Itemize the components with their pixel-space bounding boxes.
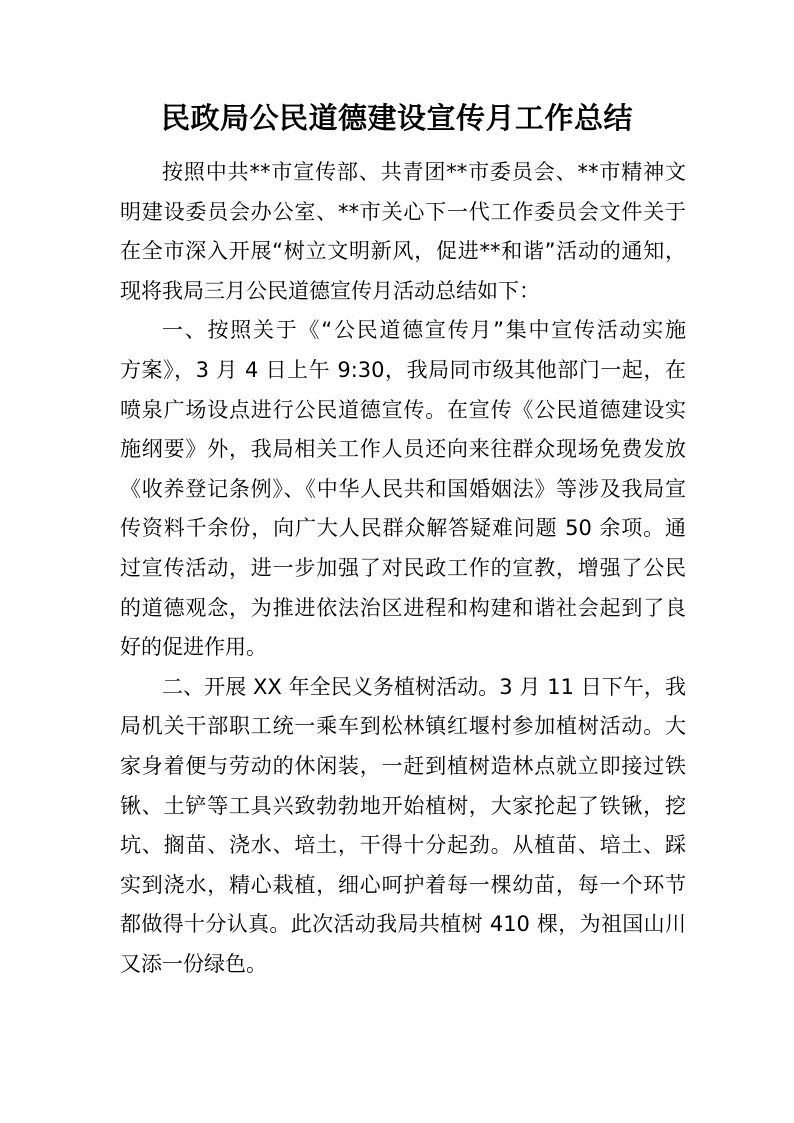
paragraph-section-one [120,311,686,667]
paragraph-line: 方案》，3 月 4 日上午 9:30，我局同市级其他部门一起，在 [120,357,686,382]
paragraph-line: 二、开展 XX 年全民义务植树活动。3 月 11 日下午，我 [162,674,686,699]
paragraph-line: 《收养登记条例》、《中华人民共和国婚姻法》等涉及我局宣 [120,476,686,501]
paragraph-line: 传资料千余份，向广大人民群众解答疑难问题 50 余项。通 [120,516,686,541]
paragraph-line: 喷泉广场设点进行公民道德宣传。在宣传《公民道德建设实 [120,397,686,422]
paragraph-line: 好的促进作用。 [120,635,267,660]
paragraph-line: 明建设委员会办公室、**市关心下一代工作委员会文件关于 [120,199,686,224]
paragraph-line: 的道德观念，为推进依法治区进程和构建和谐社会起到了良 [120,595,686,620]
paragraph-line: 都做得十分认真。此次活动我局共植树 410 棵，为祖国山川 [120,912,686,937]
paragraph-line: 过宣传活动，进一步加强了对民政工作的宣教，增强了公民 [120,555,686,580]
paragraph-line: 局机关干部职工统一乘车到松林镇红堰村参加植树活动。大 [120,714,686,739]
paragraph-line: 坑、搁苗、浇水、培土，干得十分起劲。从植苗、培土、踩 [120,833,686,858]
paragraph-line: 施纲要》外，我局相关工作人员还向来往群众现场免费发放 [120,437,686,462]
paragraph-line: 实到浇水，精心栽植，细心呵护着每一棵幼苗，每一个环节 [120,872,686,897]
paragraph-line: 在全市深入开展“树立文明新风，促进**和谐”活动的通知， [120,239,686,264]
paragraph-section-two [120,668,686,985]
paragraph-line: 现将我局三月公民道德宣传月活动总结如下： [120,278,540,303]
paragraph-line: 家身着便与劳动的休闲装，一赶到植树造林点就立即接过铁 [120,753,686,778]
paragraph-line: 按照中共**市宣传部、共青团**市委员会、**市精神文 [162,160,686,184]
paragraph-line: 又添一份绿色。 [120,951,267,976]
document-body [120,153,686,984]
paragraph-line: 一、按照关于《“公民道德宣传月”集中宣传活动实施 [162,318,686,343]
document-title: 民政局公民道德建设宣传月工作总结 [160,101,633,135]
paragraph-line: 锹、土铲等工具兴致勃勃地开始植树，大家抡起了铁锹，挖 [120,793,686,818]
paragraph-intro [120,153,686,311]
